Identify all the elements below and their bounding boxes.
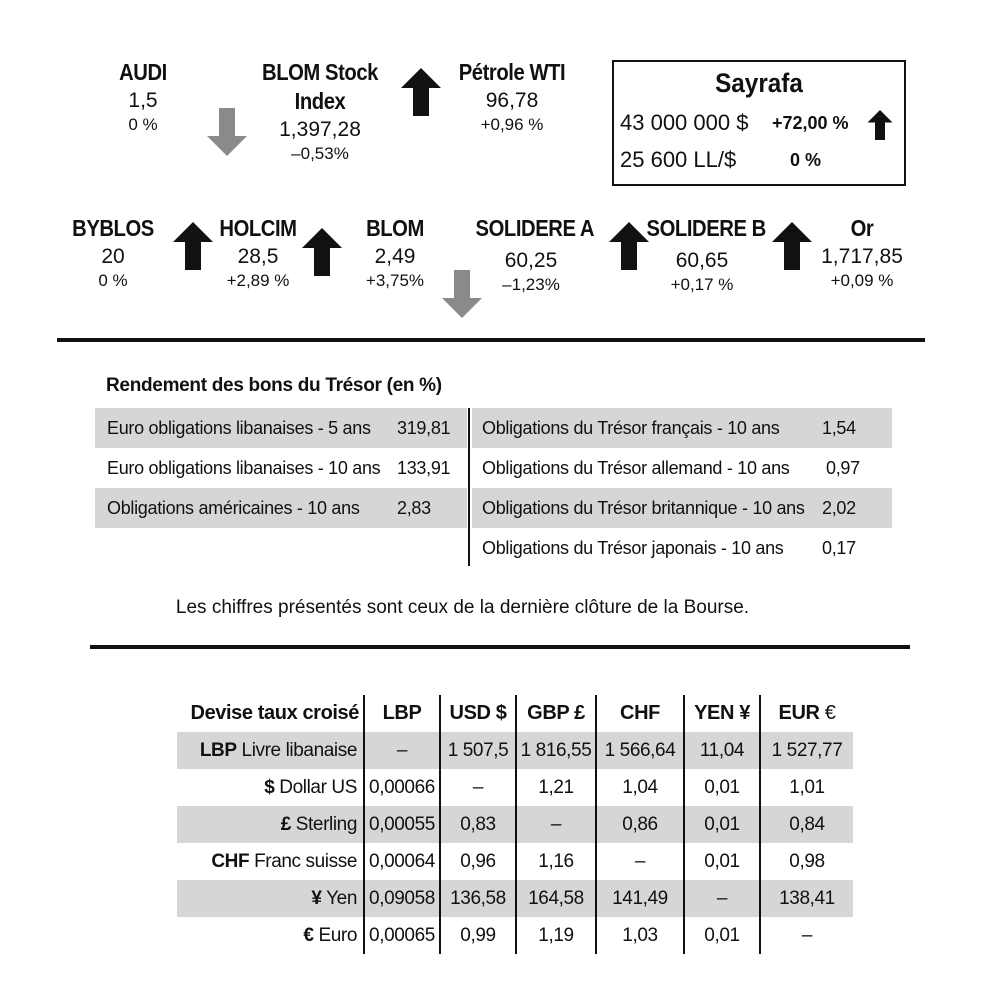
table-cell: – [596, 843, 684, 880]
row-label: CHF Franc suisse [211, 850, 357, 872]
ticker-value: 1,397,28 [279, 118, 361, 141]
table-cell: 11,04 [684, 732, 760, 769]
ticker-petrole-wti [438, 58, 586, 136]
table-cell: 1 816,55 [516, 732, 596, 769]
treasury-value: 0,17 [822, 538, 856, 558]
fx-cross-rate-table [177, 695, 853, 954]
ticker-value: 2,49 [374, 245, 416, 268]
treasury-value: 319,81 [397, 418, 451, 438]
ticker-name: BLOM [366, 215, 424, 241]
ticker-or [812, 214, 912, 292]
ticker-change: +0,09 % [830, 271, 894, 290]
table-row [177, 917, 853, 954]
column-header: GBP £ [516, 695, 596, 732]
table-cell: 1 507,5 [440, 732, 516, 769]
ticker-change: –1,23% [502, 275, 560, 294]
sayrafa-amount-usd: 43 000 000 $ [620, 110, 749, 135]
table-cell: 1,04 [596, 769, 684, 806]
sayrafa-box [612, 60, 906, 186]
table-cell: 1 566,64 [596, 732, 684, 769]
table-cell: 0,00066 [364, 769, 440, 806]
treasury-label: Euro obligations libanaises - 5 ans [107, 418, 371, 438]
sayrafa-title: Sayrafa [715, 68, 803, 98]
ticker-name: BYBLOS [72, 215, 154, 241]
column-header: CHF [596, 695, 684, 732]
ticker-name-line1: BLOM Stock [262, 59, 378, 85]
table-cell: 0,98 [760, 843, 853, 880]
table-cell: 0,00055 [364, 806, 440, 843]
table-row [177, 843, 853, 880]
row-label: $ Dollar US [264, 776, 357, 798]
section-divider [90, 645, 910, 649]
ticker-change: +2,89 % [226, 271, 290, 290]
ticker-name: HOLCIM [219, 215, 297, 241]
section-divider [57, 338, 925, 342]
sayrafa-change-lbp: 0 % [790, 150, 822, 170]
row-label: € Euro [303, 924, 357, 946]
up-arrow-icon [302, 228, 342, 276]
table-cell: 1,19 [516, 917, 596, 954]
ticker-change: 0 % [128, 115, 158, 134]
table-cell: 0,01 [684, 769, 760, 806]
table-cell: 0,86 [596, 806, 684, 843]
table-cell: 1,01 [760, 769, 853, 806]
sayrafa-change-usd: +72,00 % [772, 113, 849, 133]
ticker-value: 20 [101, 245, 125, 268]
table-cell: 141,49 [596, 880, 684, 917]
table-cell: 0,00064 [364, 843, 440, 880]
sayrafa-amount-lbp: 25 600 LL/$ [620, 147, 737, 172]
up-arrow-icon [772, 222, 812, 270]
ticker-change: +0,17 % [670, 275, 734, 294]
treasury-label: Obligations du Trésor japonais - 10 ans [482, 538, 784, 558]
table-cell: 1,03 [596, 917, 684, 954]
treasury-value: 2,02 [822, 498, 856, 518]
ticker-audi [100, 58, 186, 136]
ticker-value: 60,65 [675, 249, 729, 272]
table-cell: 0,01 [684, 806, 760, 843]
table-cell: – [440, 769, 516, 806]
ticker-name: Or [850, 215, 874, 241]
ticker-value: 1,5 [128, 89, 158, 112]
treasury-label: Obligations américaines - 10 ans [107, 498, 360, 518]
table-cell: 0,01 [684, 843, 760, 880]
up-arrow-icon [401, 68, 441, 116]
column-header: EUR € [760, 695, 853, 732]
column-header-title: Devise taux croisé [190, 702, 359, 724]
table-row [177, 769, 853, 806]
ticker-blom [350, 214, 440, 292]
column-header: LBP [364, 695, 440, 732]
ticker-name-line2: Index [294, 88, 346, 114]
treasury-title: Rendement des bons du Trésor (en %) [106, 375, 442, 396]
treasury-value: 2,83 [397, 498, 431, 518]
table-cell: 0,01 [684, 917, 760, 954]
table-cell: – [684, 880, 760, 917]
ticker-solidere-a [468, 214, 594, 296]
ticker-change: +3,75% [365, 271, 425, 290]
table-row [177, 880, 853, 917]
row-label: ¥ Yen [177, 880, 364, 917]
table-cell: 136,58 [440, 880, 516, 917]
table-cell: 0,99 [440, 917, 516, 954]
ticker-name: Pétrole WTI [458, 59, 566, 85]
ticker-change: –0,53% [291, 144, 349, 163]
table-cell: – [364, 732, 440, 769]
row-label: £ Sterling [177, 806, 364, 843]
treasury-column-divider [468, 408, 470, 566]
ticker-solidere-b [639, 214, 765, 296]
closing-note: Les chiffres présentés sont ceux de la dernière clôture de la Bourse. [175, 597, 750, 618]
treasury-value: 133,91 [397, 458, 451, 478]
table-cell: 1,16 [516, 843, 596, 880]
table-cell: 0,96 [440, 843, 516, 880]
table-cell: 138,41 [760, 880, 853, 917]
up-arrow-icon [866, 110, 894, 140]
up-arrow-icon [173, 222, 213, 270]
treasury-label: Obligations du Trésor français - 10 ans [482, 418, 780, 438]
table-cell: – [516, 806, 596, 843]
table-cell: 0,09058 [364, 880, 440, 917]
ticker-value: 96,78 [485, 89, 539, 112]
ticker-blom-stock-index [246, 58, 394, 165]
treasury-label: Obligations du Trésor britannique - 10 ans [482, 498, 805, 518]
treasury-value: 0,97 [826, 458, 860, 478]
ticker-value: 1,717,85 [821, 245, 903, 268]
table-cell: 0,00065 [364, 917, 440, 954]
ticker-byblos [60, 214, 166, 292]
ticker-change: 0 % [98, 271, 128, 290]
table-cell: 0,83 [440, 806, 516, 843]
ticker-holcim [210, 214, 306, 292]
ticker-value: 60,25 [504, 249, 558, 272]
down-arrow-icon [207, 108, 247, 156]
ticker-change: +0,96 % [480, 115, 544, 134]
table-cell: 0,84 [760, 806, 853, 843]
table-cell: 1,21 [516, 769, 596, 806]
table-row [177, 732, 853, 769]
ticker-name: SOLIDERE A [475, 215, 595, 241]
table-header-row [177, 695, 853, 732]
treasury-value: 1,54 [822, 418, 856, 438]
row-label: LBP Livre libanaise [177, 732, 364, 769]
column-header: USD $ [440, 695, 516, 732]
ticker-name: SOLIDERE B [646, 215, 766, 241]
table-cell: 1 527,77 [760, 732, 853, 769]
treasury-label: Euro obligations libanaises - 10 ans [107, 458, 381, 478]
table-row [177, 806, 853, 843]
table-cell: 164,58 [516, 880, 596, 917]
table-cell: – [760, 917, 853, 954]
column-header: YEN ¥ [684, 695, 760, 732]
ticker-value: 28,5 [237, 245, 279, 268]
ticker-name: AUDI [119, 59, 167, 85]
treasury-label: Obligations du Trésor allemand - 10 ans [482, 458, 790, 478]
